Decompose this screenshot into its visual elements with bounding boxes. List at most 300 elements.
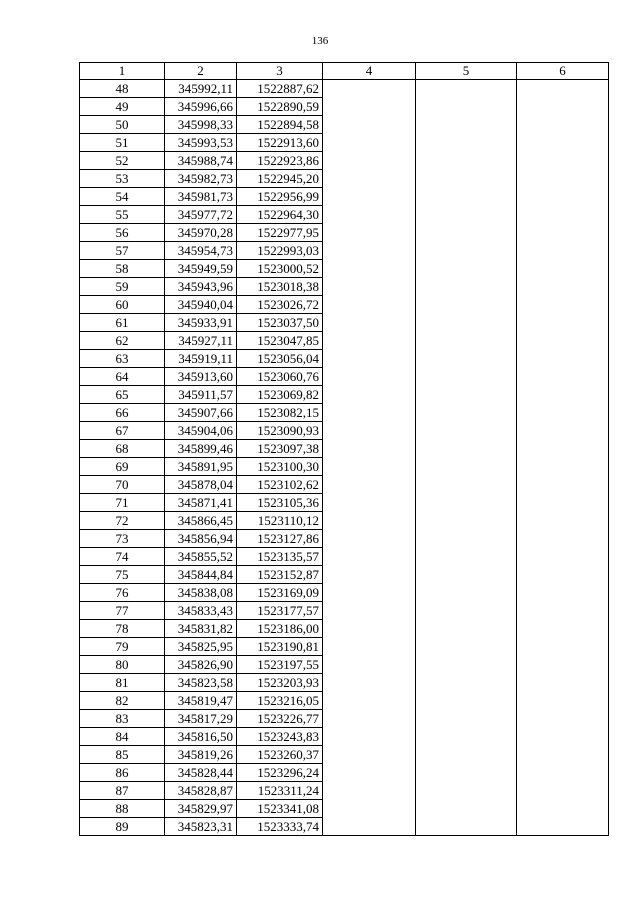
empty-cell: [323, 206, 416, 224]
empty-cell: [416, 278, 517, 296]
point-number-cell: 79: [80, 638, 165, 656]
y-coordinate-cell: 1522956,99: [237, 188, 323, 206]
empty-cell: [416, 800, 517, 818]
empty-cell: [323, 656, 416, 674]
table-row: [80, 476, 609, 494]
empty-cell: [517, 296, 609, 314]
empty-cell: [416, 710, 517, 728]
empty-cell: [416, 728, 517, 746]
y-coordinate-cell: 1522894,58: [237, 116, 323, 134]
empty-cell: [517, 584, 609, 602]
y-coordinate-cell: 1522945,20: [237, 170, 323, 188]
empty-cell: [517, 314, 609, 332]
y-coordinate-cell: 1523341,08: [237, 800, 323, 818]
x-coordinate-cell: 345904,06: [165, 422, 237, 440]
empty-cell: [323, 692, 416, 710]
y-coordinate-cell: 1523102,62: [237, 476, 323, 494]
empty-cell: [517, 746, 609, 764]
empty-cell: [517, 512, 609, 530]
column-header-1: 1: [80, 63, 165, 80]
y-coordinate-cell: 1523152,87: [237, 566, 323, 584]
table-row: [80, 620, 609, 638]
empty-cell: [323, 440, 416, 458]
y-coordinate-cell: 1523311,24: [237, 782, 323, 800]
table-row: [80, 188, 609, 206]
x-coordinate-cell: 345878,04: [165, 476, 237, 494]
empty-cell: [416, 494, 517, 512]
empty-cell: [416, 134, 517, 152]
table-row: [80, 638, 609, 656]
table-row: [80, 242, 609, 260]
column-header-3: 3: [237, 63, 323, 80]
table-row: [80, 764, 609, 782]
table-row: [80, 728, 609, 746]
y-coordinate-cell: 1522887,62: [237, 80, 323, 98]
empty-cell: [416, 764, 517, 782]
empty-cell: [517, 116, 609, 134]
empty-cell: [416, 692, 517, 710]
empty-cell: [416, 422, 517, 440]
point-number-cell: 83: [80, 710, 165, 728]
y-coordinate-cell: 1523186,00: [237, 620, 323, 638]
point-number-cell: 64: [80, 368, 165, 386]
x-coordinate-cell: 345954,73: [165, 242, 237, 260]
y-coordinate-cell: 1523169,09: [237, 584, 323, 602]
table-row: [80, 656, 609, 674]
empty-cell: [416, 584, 517, 602]
y-coordinate-cell: 1522993,03: [237, 242, 323, 260]
table-row: [80, 782, 609, 800]
empty-cell: [416, 620, 517, 638]
empty-cell: [323, 278, 416, 296]
empty-cell: [416, 782, 517, 800]
x-coordinate-cell: 345856,94: [165, 530, 237, 548]
point-number-cell: 89: [80, 818, 165, 836]
empty-cell: [517, 332, 609, 350]
x-coordinate-cell: 345943,96: [165, 278, 237, 296]
x-coordinate-cell: 345988,74: [165, 152, 237, 170]
column-header-4: 4: [323, 63, 416, 80]
table-row: [80, 566, 609, 584]
table-row: [80, 602, 609, 620]
empty-cell: [517, 350, 609, 368]
table-row: [80, 818, 609, 836]
empty-cell: [416, 170, 517, 188]
point-number-cell: 86: [80, 764, 165, 782]
x-coordinate-cell: 345816,50: [165, 728, 237, 746]
empty-cell: [323, 620, 416, 638]
x-coordinate-cell: 345826,90: [165, 656, 237, 674]
empty-cell: [416, 404, 517, 422]
empty-cell: [517, 458, 609, 476]
empty-cell: [416, 674, 517, 692]
empty-cell: [517, 818, 609, 836]
empty-cell: [323, 368, 416, 386]
empty-cell: [323, 602, 416, 620]
point-number-cell: 49: [80, 98, 165, 116]
empty-cell: [517, 80, 609, 98]
empty-cell: [517, 476, 609, 494]
point-number-cell: 65: [80, 386, 165, 404]
empty-cell: [517, 656, 609, 674]
table-row: [80, 494, 609, 512]
empty-cell: [517, 260, 609, 278]
table-row: [80, 404, 609, 422]
empty-cell: [323, 188, 416, 206]
y-coordinate-cell: 1523260,37: [237, 746, 323, 764]
empty-cell: [416, 440, 517, 458]
point-number-cell: 67: [80, 422, 165, 440]
table-header-row: [80, 63, 609, 80]
y-coordinate-cell: 1523127,86: [237, 530, 323, 548]
empty-cell: [517, 602, 609, 620]
point-number-cell: 60: [80, 296, 165, 314]
column-header-5: 5: [416, 63, 517, 80]
y-coordinate-cell: 1523197,55: [237, 656, 323, 674]
empty-cell: [416, 350, 517, 368]
y-coordinate-cell: 1523333,74: [237, 818, 323, 836]
empty-cell: [323, 170, 416, 188]
empty-cell: [323, 494, 416, 512]
y-coordinate-cell: 1523110,12: [237, 512, 323, 530]
empty-cell: [323, 422, 416, 440]
empty-cell: [323, 314, 416, 332]
table-row: [80, 224, 609, 242]
table-row: [80, 98, 609, 116]
x-coordinate-cell: 345907,66: [165, 404, 237, 422]
empty-cell: [517, 674, 609, 692]
x-coordinate-cell: 345927,11: [165, 332, 237, 350]
table-row: [80, 746, 609, 764]
page-number: 136: [311, 35, 329, 47]
y-coordinate-cell: 1523000,52: [237, 260, 323, 278]
x-coordinate-cell: 345871,41: [165, 494, 237, 512]
empty-cell: [517, 692, 609, 710]
empty-cell: [517, 170, 609, 188]
empty-cell: [416, 476, 517, 494]
table-body: [80, 80, 609, 836]
empty-cell: [323, 476, 416, 494]
y-coordinate-cell: 1523069,82: [237, 386, 323, 404]
point-number-cell: 71: [80, 494, 165, 512]
table-row: [80, 116, 609, 134]
empty-cell: [416, 548, 517, 566]
x-coordinate-cell: 345828,87: [165, 782, 237, 800]
point-number-cell: 80: [80, 656, 165, 674]
table-row: [80, 80, 609, 98]
point-number-cell: 63: [80, 350, 165, 368]
empty-cell: [323, 674, 416, 692]
y-coordinate-cell: 1523216,05: [237, 692, 323, 710]
empty-cell: [416, 296, 517, 314]
x-coordinate-cell: 345838,08: [165, 584, 237, 602]
empty-cell: [416, 188, 517, 206]
y-coordinate-cell: 1523100,30: [237, 458, 323, 476]
empty-cell: [323, 152, 416, 170]
table-row: [80, 332, 609, 350]
empty-cell: [517, 386, 609, 404]
x-coordinate-cell: 345981,73: [165, 188, 237, 206]
empty-cell: [517, 440, 609, 458]
x-coordinate-cell: 345828,44: [165, 764, 237, 782]
table-row: [80, 134, 609, 152]
empty-cell: [323, 260, 416, 278]
point-number-cell: 87: [80, 782, 165, 800]
point-number-cell: 52: [80, 152, 165, 170]
empty-cell: [416, 224, 517, 242]
y-coordinate-cell: 1523026,72: [237, 296, 323, 314]
table-row: [80, 674, 609, 692]
empty-cell: [517, 404, 609, 422]
empty-cell: [517, 224, 609, 242]
point-number-cell: 69: [80, 458, 165, 476]
empty-cell: [416, 314, 517, 332]
empty-cell: [323, 566, 416, 584]
table-row: [80, 350, 609, 368]
empty-cell: [323, 350, 416, 368]
y-coordinate-cell: 1523243,83: [237, 728, 323, 746]
table-row: [80, 422, 609, 440]
point-number-cell: 66: [80, 404, 165, 422]
empty-cell: [323, 584, 416, 602]
empty-cell: [416, 656, 517, 674]
empty-cell: [517, 728, 609, 746]
point-number-cell: 82: [80, 692, 165, 710]
x-coordinate-cell: 345831,82: [165, 620, 237, 638]
x-coordinate-cell: 345819,26: [165, 746, 237, 764]
column-header-6: 6: [517, 63, 609, 80]
empty-cell: [323, 458, 416, 476]
x-coordinate-cell: 345829,97: [165, 800, 237, 818]
x-coordinate-cell: 345993,53: [165, 134, 237, 152]
y-coordinate-cell: 1523226,77: [237, 710, 323, 728]
empty-cell: [416, 566, 517, 584]
point-number-cell: 75: [80, 566, 165, 584]
point-number-cell: 70: [80, 476, 165, 494]
empty-cell: [517, 368, 609, 386]
empty-cell: [517, 566, 609, 584]
coordinates-table: [79, 62, 609, 836]
y-coordinate-cell: 1523082,15: [237, 404, 323, 422]
point-number-cell: 73: [80, 530, 165, 548]
x-coordinate-cell: 345949,59: [165, 260, 237, 278]
point-number-cell: 85: [80, 746, 165, 764]
empty-cell: [416, 242, 517, 260]
empty-cell: [416, 116, 517, 134]
table-row: [80, 296, 609, 314]
empty-cell: [517, 152, 609, 170]
empty-cell: [416, 458, 517, 476]
table-row: [80, 206, 609, 224]
table-row: [80, 710, 609, 728]
empty-cell: [323, 800, 416, 818]
y-coordinate-cell: 1523296,24: [237, 764, 323, 782]
point-number-cell: 81: [80, 674, 165, 692]
table-row: [80, 170, 609, 188]
point-number-cell: 68: [80, 440, 165, 458]
x-coordinate-cell: 345891,95: [165, 458, 237, 476]
empty-cell: [517, 800, 609, 818]
table-row: [80, 278, 609, 296]
empty-cell: [517, 494, 609, 512]
table-row: [80, 692, 609, 710]
empty-cell: [323, 242, 416, 260]
empty-cell: [517, 242, 609, 260]
point-number-cell: 56: [80, 224, 165, 242]
table-row: [80, 152, 609, 170]
empty-cell: [416, 152, 517, 170]
empty-cell: [416, 80, 517, 98]
point-number-cell: 57: [80, 242, 165, 260]
empty-cell: [517, 764, 609, 782]
y-coordinate-cell: 1522890,59: [237, 98, 323, 116]
table-row: [80, 368, 609, 386]
empty-cell: [416, 332, 517, 350]
y-coordinate-cell: 1523105,36: [237, 494, 323, 512]
empty-cell: [517, 98, 609, 116]
point-number-cell: 59: [80, 278, 165, 296]
empty-cell: [323, 116, 416, 134]
y-coordinate-cell: 1523203,93: [237, 674, 323, 692]
empty-cell: [517, 782, 609, 800]
table-row: [80, 386, 609, 404]
empty-cell: [323, 728, 416, 746]
x-coordinate-cell: 345933,91: [165, 314, 237, 332]
empty-cell: [323, 764, 416, 782]
column-header-2: 2: [165, 63, 237, 80]
point-number-cell: 50: [80, 116, 165, 134]
x-coordinate-cell: 345913,60: [165, 368, 237, 386]
empty-cell: [323, 782, 416, 800]
empty-cell: [323, 746, 416, 764]
y-coordinate-cell: 1523037,50: [237, 314, 323, 332]
x-coordinate-cell: 345825,95: [165, 638, 237, 656]
table-row: [80, 314, 609, 332]
empty-cell: [416, 746, 517, 764]
table-row: [80, 260, 609, 278]
empty-cell: [416, 512, 517, 530]
table-row: [80, 512, 609, 530]
x-coordinate-cell: 345899,46: [165, 440, 237, 458]
table-row: [80, 440, 609, 458]
y-coordinate-cell: 1522964,30: [237, 206, 323, 224]
x-coordinate-cell: 345982,73: [165, 170, 237, 188]
empty-cell: [517, 620, 609, 638]
point-number-cell: 53: [80, 170, 165, 188]
empty-cell: [323, 638, 416, 656]
point-number-cell: 55: [80, 206, 165, 224]
empty-cell: [416, 818, 517, 836]
empty-cell: [416, 638, 517, 656]
empty-cell: [517, 710, 609, 728]
empty-cell: [517, 188, 609, 206]
point-number-cell: 51: [80, 134, 165, 152]
empty-cell: [416, 386, 517, 404]
table-row: [80, 458, 609, 476]
x-coordinate-cell: 345817,29: [165, 710, 237, 728]
table-row: [80, 548, 609, 566]
x-coordinate-cell: 345996,66: [165, 98, 237, 116]
table-row: [80, 800, 609, 818]
y-coordinate-cell: 1523090,93: [237, 422, 323, 440]
point-number-cell: 77: [80, 602, 165, 620]
x-coordinate-cell: 345833,43: [165, 602, 237, 620]
empty-cell: [323, 98, 416, 116]
table-row: [80, 530, 609, 548]
point-number-cell: 62: [80, 332, 165, 350]
y-coordinate-cell: 1523018,38: [237, 278, 323, 296]
empty-cell: [517, 278, 609, 296]
y-coordinate-cell: 1523047,85: [237, 332, 323, 350]
empty-cell: [323, 404, 416, 422]
empty-cell: [323, 224, 416, 242]
point-number-cell: 78: [80, 620, 165, 638]
x-coordinate-cell: 345844,84: [165, 566, 237, 584]
empty-cell: [323, 296, 416, 314]
x-coordinate-cell: 345977,72: [165, 206, 237, 224]
x-coordinate-cell: 345992,11: [165, 80, 237, 98]
empty-cell: [517, 422, 609, 440]
empty-cell: [517, 638, 609, 656]
point-number-cell: 84: [80, 728, 165, 746]
x-coordinate-cell: 345819,47: [165, 692, 237, 710]
empty-cell: [323, 818, 416, 836]
x-coordinate-cell: 345970,28: [165, 224, 237, 242]
empty-cell: [416, 260, 517, 278]
empty-cell: [323, 80, 416, 98]
x-coordinate-cell: 345998,33: [165, 116, 237, 134]
empty-cell: [323, 386, 416, 404]
x-coordinate-cell: 345823,58: [165, 674, 237, 692]
empty-cell: [517, 134, 609, 152]
y-coordinate-cell: 1522977,95: [237, 224, 323, 242]
y-coordinate-cell: 1522923,86: [237, 152, 323, 170]
empty-cell: [416, 530, 517, 548]
point-number-cell: 54: [80, 188, 165, 206]
y-coordinate-cell: 1523056,04: [237, 350, 323, 368]
x-coordinate-cell: 345919,11: [165, 350, 237, 368]
x-coordinate-cell: 345823,31: [165, 818, 237, 836]
x-coordinate-cell: 345911,57: [165, 386, 237, 404]
empty-cell: [416, 206, 517, 224]
point-number-cell: 48: [80, 80, 165, 98]
y-coordinate-cell: 1523135,57: [237, 548, 323, 566]
point-number-cell: 58: [80, 260, 165, 278]
x-coordinate-cell: 345866,45: [165, 512, 237, 530]
y-coordinate-cell: 1523190,81: [237, 638, 323, 656]
point-number-cell: 61: [80, 314, 165, 332]
y-coordinate-cell: 1522913,60: [237, 134, 323, 152]
point-number-cell: 74: [80, 548, 165, 566]
empty-cell: [517, 530, 609, 548]
empty-cell: [323, 332, 416, 350]
y-coordinate-cell: 1523060,76: [237, 368, 323, 386]
point-number-cell: 76: [80, 584, 165, 602]
empty-cell: [517, 548, 609, 566]
point-number-cell: 88: [80, 800, 165, 818]
x-coordinate-cell: 345940,04: [165, 296, 237, 314]
empty-cell: [323, 530, 416, 548]
empty-cell: [416, 98, 517, 116]
empty-cell: [323, 134, 416, 152]
x-coordinate-cell: 345855,52: [165, 548, 237, 566]
empty-cell: [323, 710, 416, 728]
y-coordinate-cell: 1523097,38: [237, 440, 323, 458]
empty-cell: [323, 512, 416, 530]
empty-cell: [416, 602, 517, 620]
empty-cell: [323, 548, 416, 566]
point-number-cell: 72: [80, 512, 165, 530]
